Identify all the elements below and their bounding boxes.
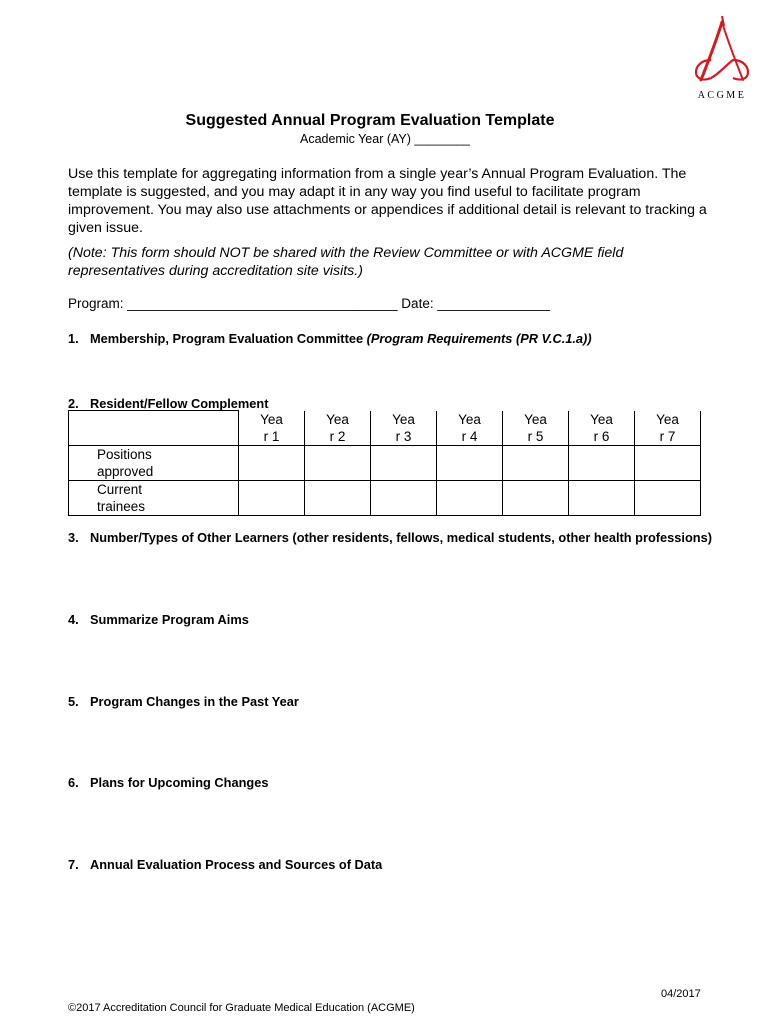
footer-date: 04/2017 <box>661 988 701 1000</box>
table-row-trainees <box>69 481 701 516</box>
intro-paragraph: Use this template for aggregating information from a single year’s Annual Program Evaluation. The template is suggested, and you may adapt it in any way you find useful to facilitate program improvement. You may also use attachments or appendices if additional detail is relevant to tracking a given issue. <box>68 166 707 236</box>
section-1-heading <box>68 330 718 347</box>
section-5-heading <box>68 693 718 710</box>
document-title: Suggested Annual Program Evaluation Template <box>185 112 555 129</box>
acgme-logo-icon <box>689 14 755 88</box>
section-text: Plans for Upcoming Changes <box>90 775 269 790</box>
acgme-logo <box>686 14 758 104</box>
section-text: Program Changes in the Past Year <box>90 694 299 709</box>
section-number: 1. <box>68 331 79 346</box>
table-row-positions <box>69 446 701 481</box>
table-cell[interactable] <box>569 481 635 516</box>
note-paragraph: (Note: This form should NOT be shared with the Review Committee or with ACGME field representatives during accreditation site visits.) <box>68 245 624 279</box>
table-cell[interactable] <box>569 446 635 481</box>
footer-copyright: ©2017 Accreditation Council for Graduate Medical Education (ACGME) <box>68 1002 415 1014</box>
section-text: Resident/Fellow Complement <box>90 396 269 411</box>
table-cell[interactable] <box>239 481 305 516</box>
table-cell[interactable] <box>371 446 437 481</box>
table-cell[interactable] <box>635 446 701 481</box>
section-number: 6. <box>68 775 79 790</box>
section-number: 4. <box>68 612 79 627</box>
program-date-line: Program: ____________________________________ Date: _______________ <box>68 296 550 311</box>
academic-year-line: Academic Year (AY) ________ <box>299 132 471 146</box>
section-number: 2. <box>68 396 79 411</box>
year-header-1: Yea r 1 <box>239 411 305 446</box>
row-label-positions: Positions approved <box>69 446 239 481</box>
section-3-heading <box>68 529 718 546</box>
section-text: Summarize Program Aims <box>90 612 249 627</box>
table-cell[interactable] <box>239 446 305 481</box>
table-cell[interactable] <box>437 446 503 481</box>
section-number: 5. <box>68 694 79 709</box>
table-cell[interactable] <box>305 446 371 481</box>
table-cell[interactable] <box>503 481 569 516</box>
year-header-7: Yea r 7 <box>635 411 701 446</box>
year-header-4: Yea r 4 <box>437 411 503 446</box>
section-text: Annual Evaluation Process and Sources of Data <box>90 857 383 872</box>
year-header-2: Yea r 2 <box>305 411 371 446</box>
section-text: Membership, Program Evaluation Committee <box>90 331 367 346</box>
table-corner-cell <box>69 411 239 446</box>
table-cell[interactable] <box>437 481 503 516</box>
logo-wordmark: ACGME <box>697 90 747 101</box>
row-label-trainees: Current trainees <box>69 481 239 516</box>
table-cell[interactable] <box>371 481 437 516</box>
section-number: 3. <box>68 530 79 545</box>
table-cell[interactable] <box>305 481 371 516</box>
section-text: Number/Types of Other Learners (other residents, fellows, medical students, other health professions) <box>90 530 712 545</box>
year-header-5: Yea r 5 <box>503 411 569 446</box>
table-cell[interactable] <box>503 446 569 481</box>
section-4-heading <box>68 611 718 628</box>
year-header-3: Yea r 3 <box>371 411 437 446</box>
section-7-heading <box>68 856 718 873</box>
section-reference: (Program Requirements (PR V.C.1.a)) <box>366 331 592 346</box>
table-cell[interactable] <box>635 481 701 516</box>
section-number: 7. <box>68 857 79 872</box>
section-6-heading <box>68 774 718 791</box>
table-header-row <box>69 411 701 446</box>
year-header-6: Yea r 6 <box>569 411 635 446</box>
resident-complement-table <box>68 410 701 516</box>
